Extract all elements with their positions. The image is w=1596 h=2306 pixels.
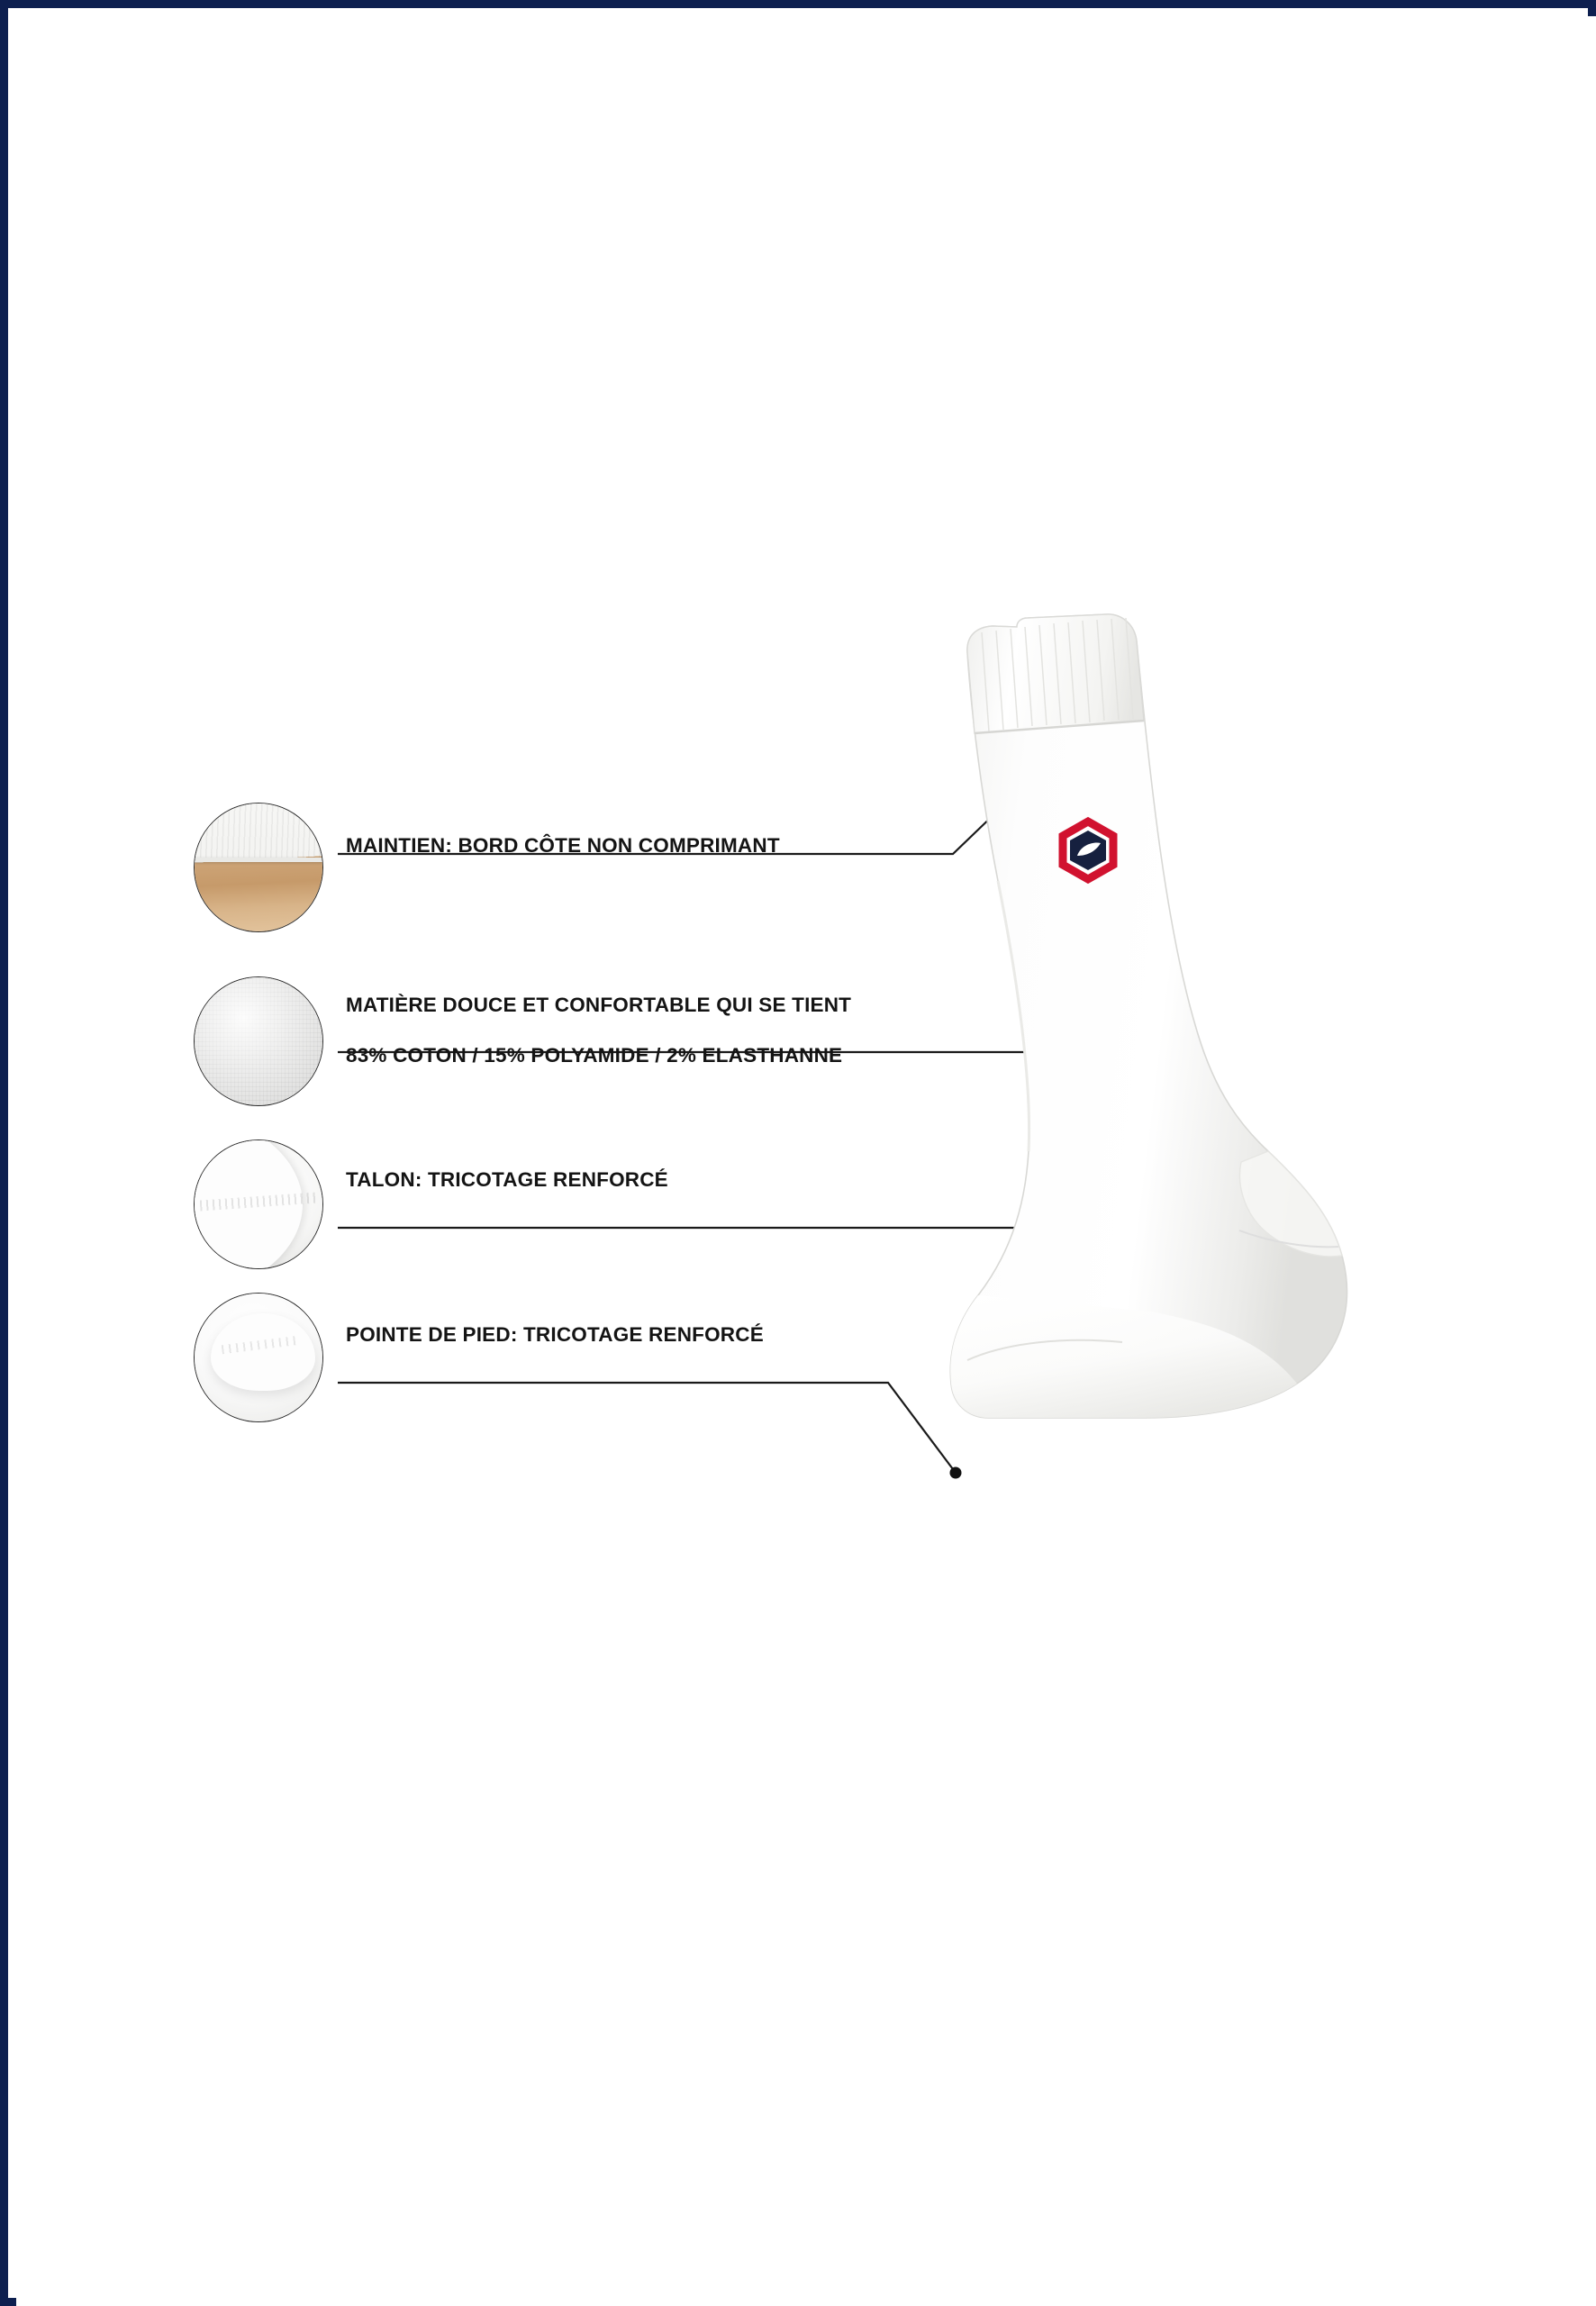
thumbnail-toe (194, 1293, 323, 1422)
callout-label-heel: TALON: TRICOTAGE RENFORCÉ (346, 1168, 668, 1191)
callout-label-cuff: MAINTIEN: BORD CÔTE NON COMPRIMANT (346, 834, 780, 857)
thumbnail-knit-fabric (194, 976, 323, 1106)
diagram-canvas (16, 16, 1596, 2306)
callout-label-toe: POINTE DE PIED: TRICOTAGE RENFORCÉ (346, 1323, 764, 1346)
hexagon-badge-logo (1063, 822, 1113, 879)
callout-label-fabric-composition: 83% COTON / 15% POLYAMIDE / 2% ELASTHANNE (346, 1044, 843, 1067)
callout-label-fabric: MATIÈRE DOUCE ET CONFORTABLE QUI SE TIENT (346, 994, 852, 1016)
sock-illustration (881, 611, 1439, 1512)
thumbnail-ribbed-cuff (194, 803, 323, 932)
thumbnail-heel (194, 1139, 323, 1269)
